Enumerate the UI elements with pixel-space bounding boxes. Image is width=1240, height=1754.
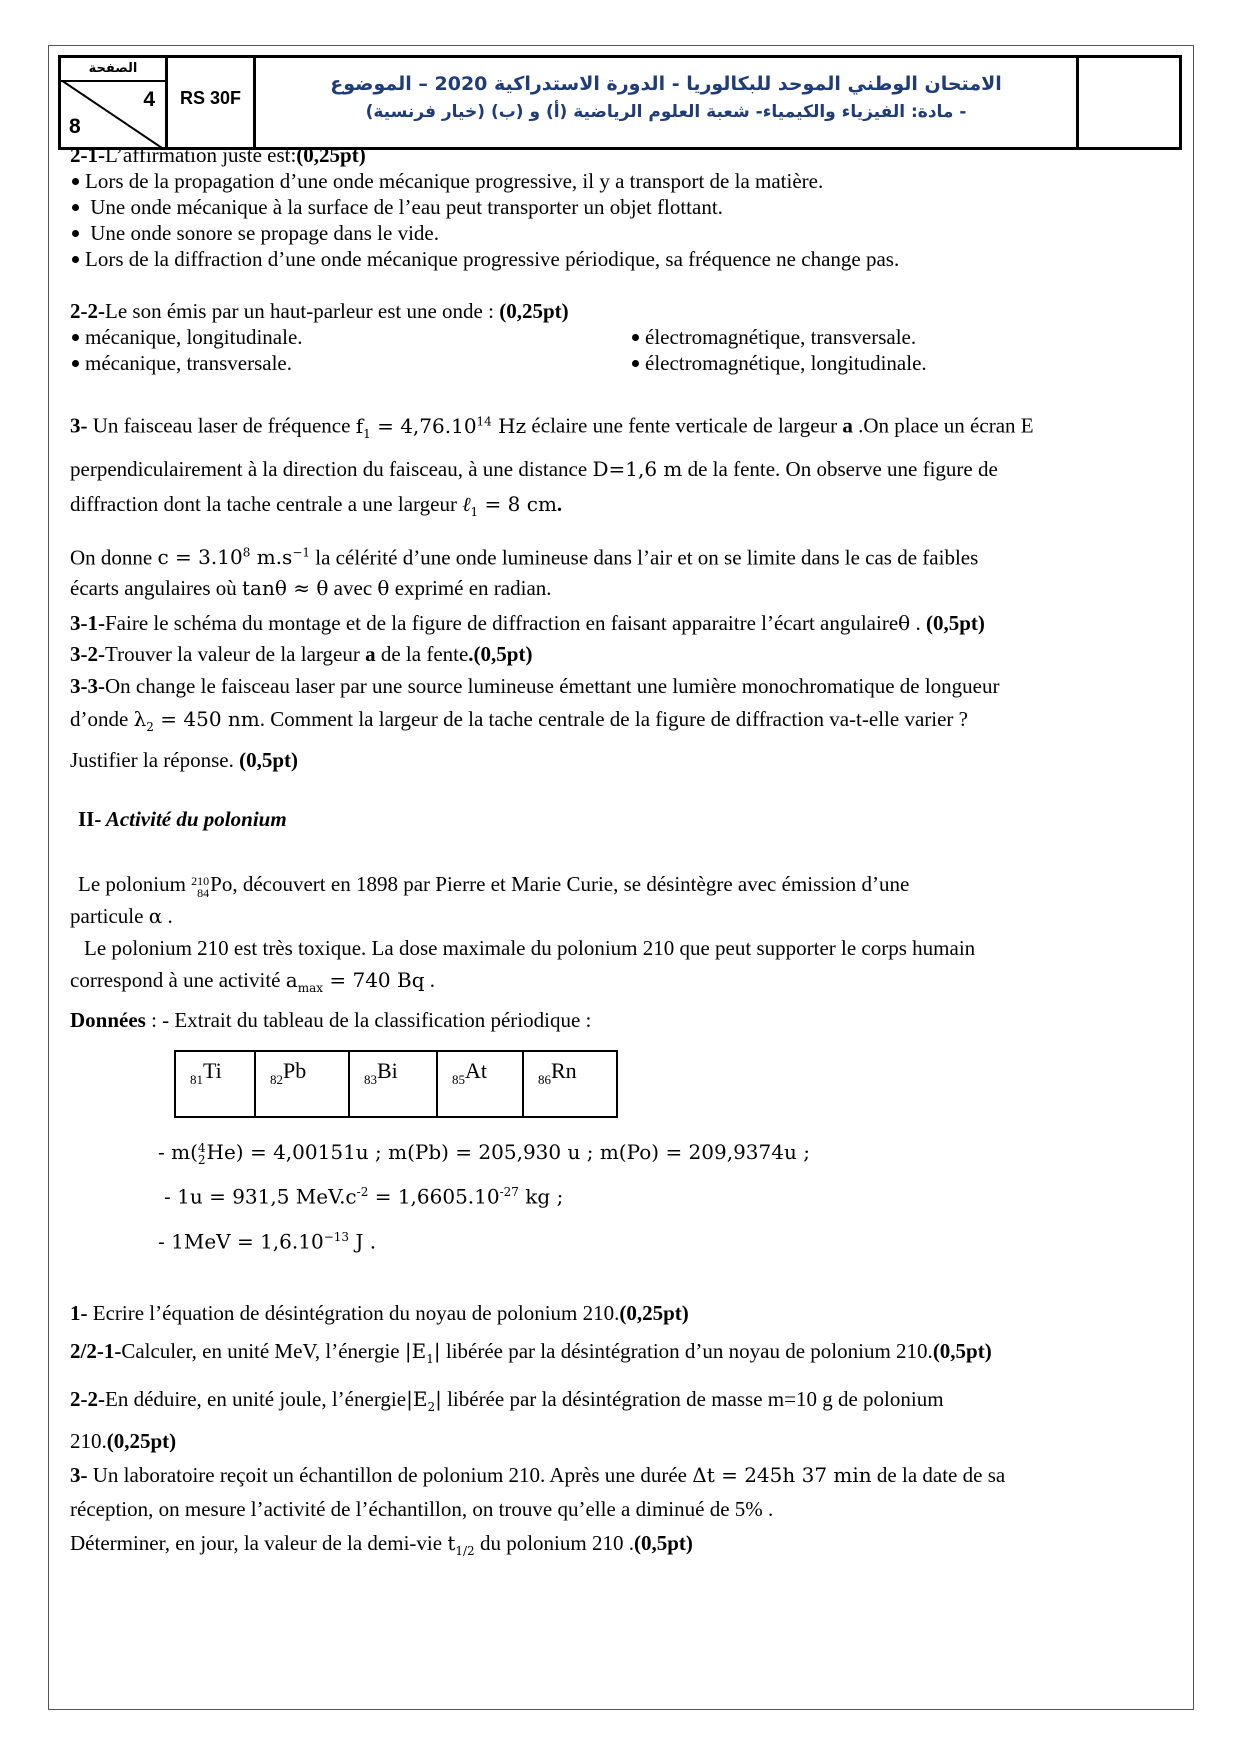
q3-label: 3- bbox=[70, 413, 88, 438]
part2-intro: Le polonium 210 84 Po, découvert en 1898 par Pierre et Marie Curie, se désintègre avec émission d’une particule α . Le polonium 210 est très toxique. La dose maximale du polonium 210 que peut supporter le corps humain correspond à une activité $a_{max} = 740$ Bq . Données : - Extrait du tableau de la classification périodique : bbox=[70, 872, 976, 1033]
frequency-formula bbox=[355, 413, 527, 441]
data-text: J . bbox=[349, 1229, 377, 1254]
bullet-icon bbox=[72, 230, 79, 237]
math-exp: 8 bbox=[242, 545, 251, 560]
atomic-number: 84 bbox=[197, 885, 210, 900]
page-number-box bbox=[61, 58, 168, 147]
math-sub: 1 bbox=[470, 504, 479, 519]
math-symbol: λ bbox=[133, 707, 147, 732]
element-symbol: At bbox=[465, 1058, 487, 1084]
intro-text: , découvert en 1898 par Pierre et Marie Curie, se désintègre avec émission d’une bbox=[232, 872, 910, 897]
atomic-number: 83 bbox=[364, 1072, 377, 1088]
q-text: libérée par la désintégration de masse m=10 g de polonium bbox=[441, 1386, 944, 1411]
math-exp: −1 bbox=[292, 545, 311, 560]
data-text: : - Extrait du tableau de la classification périodique : bbox=[145, 1008, 592, 1033]
bullet-icon bbox=[72, 204, 79, 211]
math-symbol: f bbox=[355, 413, 364, 438]
element-cell bbox=[437, 1051, 523, 1117]
math-value: = 740 Bq bbox=[323, 968, 425, 993]
q22-option-1: mécanique, longitudinale. bbox=[85, 325, 303, 349]
part2-label: II- bbox=[78, 807, 102, 832]
q33-points: (0,5pt) bbox=[239, 748, 299, 773]
math-symbol: a bbox=[365, 642, 376, 667]
math-sub: max bbox=[297, 981, 323, 996]
intro-text: Le polonium 210 est très toxique. La dose maximale du polonium 210 que peut supporter le corps humain bbox=[84, 936, 976, 961]
q33-text: . Comment la largeur de la tache centrale de la figure de diffraction va-t-elle varier ? bbox=[259, 707, 968, 732]
math-sub: 2 bbox=[427, 1399, 436, 1414]
q32-text: de la fente bbox=[375, 642, 469, 667]
data-text: He) = 4,00151u ; m(Pb) = 205,930 u ; m(Po) = 209,9374u ; bbox=[206, 1140, 810, 1165]
q-text: Calculer, en unité MeV, l’énergie bbox=[121, 1338, 405, 1363]
q-points: (0,5pt) bbox=[633, 1530, 693, 1555]
data-text: = 1,6605.10 bbox=[368, 1184, 500, 1209]
atomic-number: 81 bbox=[190, 1072, 203, 1088]
q32-label: 3-2- bbox=[70, 642, 105, 667]
intro-text: correspond à une activité bbox=[70, 968, 286, 993]
q22-option-4: électromagnétique, longitudinale. bbox=[645, 351, 927, 375]
math-symbol: |E bbox=[404, 1338, 427, 1363]
part2-questions bbox=[70, 1296, 1180, 1568]
math-sub: 1 bbox=[426, 1351, 434, 1366]
q21-option-text: Lors de la propagation d’une onde mécanique progressive, il y a transport de la matière. bbox=[85, 169, 824, 193]
math-symbol: ℓ bbox=[462, 491, 471, 516]
q-text: réception, on mesure l’activité de l’échantillon, on trouve qu’elle a diminué de 5% . bbox=[70, 1496, 774, 1521]
math-symbol: a bbox=[842, 413, 853, 438]
q21-option-4 bbox=[70, 246, 1180, 272]
q3-text: Un faisceau laser de fréquence bbox=[87, 413, 356, 438]
q22-label: 2-2- bbox=[70, 299, 105, 323]
math-value: = 450 nm bbox=[153, 707, 260, 732]
e2-formula bbox=[406, 1386, 442, 1414]
q32-points: .(0,5pt) bbox=[468, 642, 533, 667]
math-value: c = 3.10 bbox=[157, 545, 243, 570]
element-cell bbox=[255, 1051, 349, 1117]
activity-formula bbox=[285, 968, 425, 996]
q3-subquestions bbox=[70, 608, 1180, 777]
math-symbol: t bbox=[447, 1530, 456, 1555]
p2-q1 bbox=[70, 1296, 1180, 1330]
q21-option-2 bbox=[70, 194, 1180, 220]
q-points: (0,25pt) bbox=[619, 1300, 689, 1325]
math-symbol: a bbox=[285, 968, 298, 993]
p2-q21 bbox=[70, 1334, 1180, 1376]
q3-text: diffraction dont la tache centrale a une largeur bbox=[70, 491, 463, 516]
q3-statement: 3- Un faisceau laser de fréquence $f_1 = 4,76.10^{14}$ Hz éclaire une fente verticale de largeur a .On place un écran E perpendiculairement à la direction du faisceau, à une distance D=1,6 m de la fente. On observe une figure de diffraction dont la tache centrale a une largeur ℓ$_1$ = 8 cm. bbox=[70, 413, 1034, 519]
q22-text: Le son émis par un haut-parleur est une onde : bbox=[105, 299, 500, 323]
atomic-number: 82 bbox=[270, 1072, 283, 1088]
element-cell bbox=[175, 1051, 255, 1117]
q-text: du polonium 210 . bbox=[474, 1530, 634, 1555]
q21-option-text: Lors de la diffraction d’une onde mécanique progressive périodique, sa fréquence ne change pas. bbox=[85, 247, 900, 271]
q3-text: éclaire une fente verticale de largeur bbox=[526, 413, 843, 438]
title-line-2: - مادة: الفيزياء والكيمياء- شعبة العلوم الرياضية (أ) و (ب) (خيار فرنسية) bbox=[365, 102, 967, 122]
title-line-1: الامتحان الوطني الموحد للبكالوريا - الدورة الاستدراكية 2020 – الموضوع bbox=[330, 73, 1002, 95]
q3-text: de la fente. On observe une figure de bbox=[682, 456, 998, 481]
q22-points: (0,25pt) bbox=[499, 299, 569, 323]
math-symbol: α bbox=[148, 904, 163, 929]
q22-options-row-2 bbox=[70, 350, 1180, 376]
q-points: (0,25pt) bbox=[106, 1428, 177, 1453]
q-text: de la date de sa bbox=[871, 1462, 1006, 1487]
q-text: Un laboratoire reçoit un échantillon de polonium 210. Après une durée bbox=[87, 1462, 693, 1487]
q3-text: On donne bbox=[70, 545, 158, 570]
q-label: 2-2- bbox=[70, 1386, 105, 1411]
periodic-table-extract bbox=[174, 1050, 618, 1118]
q-text: Ecrire l’équation de désintégration du noyau de polonium 210. bbox=[87, 1300, 620, 1325]
q22-options-row-1 bbox=[70, 324, 1180, 350]
q32-text: Trouver la valeur de la largeur bbox=[105, 642, 366, 667]
masses-line bbox=[158, 1132, 1180, 1172]
approx-formula: tanθ ≈ θ bbox=[242, 576, 329, 601]
q33-label: 3-3- bbox=[70, 674, 105, 699]
nuclide-he bbox=[198, 1142, 206, 1166]
atomic-number: 2 bbox=[197, 1152, 206, 1167]
math-symbol: θ bbox=[377, 576, 390, 601]
q-text: 210. bbox=[70, 1428, 107, 1453]
math-symbol: θ bbox=[898, 611, 911, 636]
q3-text: .On place un écran E bbox=[852, 413, 1034, 438]
q-text: libérée par la désintégration d’un noyau de polonium 210. bbox=[440, 1338, 933, 1363]
part2-title-text: Activité du polonium bbox=[101, 807, 287, 832]
math-unit: m.s bbox=[250, 545, 293, 570]
q22-statement bbox=[70, 298, 1180, 324]
distance-formula: D=1,6 m bbox=[592, 456, 683, 481]
math-sub: 1/2 bbox=[455, 1543, 475, 1558]
bullet-icon bbox=[632, 334, 639, 341]
q21-option-1 bbox=[70, 168, 1180, 194]
speed-formula bbox=[158, 545, 311, 569]
p2-q3 bbox=[70, 1458, 1180, 1568]
bullet-icon bbox=[632, 360, 639, 367]
nuclide-po bbox=[191, 875, 209, 899]
q3-text: perpendiculairement à la direction du faisceau, à une distance bbox=[70, 456, 593, 481]
q21-option-text: Une onde mécanique à la surface de l’eau peut transporter un objet flottant. bbox=[90, 195, 723, 219]
q33-text: d’onde bbox=[70, 707, 134, 732]
math-exp: −13 bbox=[323, 1229, 350, 1244]
atomic-number: 85 bbox=[452, 1072, 465, 1088]
q33 bbox=[70, 670, 1180, 777]
element-cell bbox=[523, 1051, 617, 1117]
q21-option-3 bbox=[70, 220, 1180, 246]
math-sub: 2 bbox=[146, 720, 154, 735]
q3-data bbox=[70, 538, 1180, 605]
math-exp: -2 bbox=[356, 1185, 369, 1200]
q-text: Déterminer, en jour, la valeur de la demi-vie bbox=[70, 1530, 448, 1555]
math-symbol: | bbox=[433, 1338, 441, 1363]
q3-text: avec bbox=[328, 576, 378, 601]
data-text: - 1MeV = 1,6.10 bbox=[158, 1229, 324, 1254]
math-unit: Hz bbox=[491, 413, 527, 438]
page-number: 4 bbox=[143, 88, 155, 111]
bullet-icon bbox=[72, 334, 79, 341]
q31-label: 3-1- bbox=[70, 611, 105, 636]
page-total: 8 bbox=[69, 115, 81, 138]
bullet-icon bbox=[72, 178, 79, 185]
element-symbol: Bi bbox=[377, 1058, 398, 1084]
math-sub: 1 bbox=[363, 426, 371, 441]
math-exp: -27 bbox=[499, 1185, 519, 1200]
mass-number: 4 bbox=[197, 1140, 206, 1155]
header-empty-cell bbox=[1079, 58, 1179, 147]
data-list bbox=[70, 1132, 1180, 1261]
q-label: 3- bbox=[70, 1462, 88, 1487]
element-cell bbox=[349, 1051, 437, 1117]
q-points: (0,5pt) bbox=[932, 1338, 992, 1363]
half-life-formula bbox=[447, 1530, 475, 1558]
width-formula bbox=[462, 491, 557, 519]
lambda-formula bbox=[133, 707, 260, 735]
mev-line bbox=[158, 1217, 1180, 1262]
q33-text: Justifier la réponse. bbox=[70, 748, 240, 773]
data-label: Données bbox=[70, 1008, 146, 1033]
part2-title bbox=[78, 807, 1180, 832]
q31-text: Faire le schéma du montage et de la figure de diffraction en faisant apparaitre l’écart angulaire bbox=[105, 611, 899, 636]
math-value: = 4,76.10 bbox=[370, 413, 477, 438]
math-exp: 14 bbox=[476, 414, 492, 428]
atomic-number: 86 bbox=[538, 1072, 551, 1088]
q21-label: 2-1- bbox=[70, 143, 105, 167]
q21-text: L’affirmation juste est: bbox=[105, 143, 297, 167]
q21-option-text: Une onde sonore se propage dans le vide. bbox=[90, 221, 439, 245]
intro-text: particule bbox=[70, 904, 149, 929]
p2-q22 bbox=[70, 1382, 1180, 1458]
math-symbol: | bbox=[435, 1386, 442, 1411]
bullet-icon bbox=[72, 360, 79, 367]
q3-text: écarts angulaires où bbox=[70, 576, 243, 601]
intro-text: Le polonium bbox=[78, 872, 192, 897]
math-symbol: |E bbox=[406, 1386, 428, 1411]
q33-text: On change le faisceau laser par une source lumineuse émettant une lumière monochromatique de longueur bbox=[105, 674, 1000, 699]
exam-code: RS 30F bbox=[168, 58, 256, 147]
exam-content bbox=[70, 143, 1180, 1568]
element-symbol: Pb bbox=[283, 1058, 307, 1084]
q21-statement bbox=[70, 142, 1180, 168]
duration-formula: Δt = 245h 37 min bbox=[692, 1462, 872, 1487]
q-label: 1- bbox=[70, 1300, 88, 1325]
page-label: الصفحة bbox=[61, 60, 165, 82]
amu-line bbox=[164, 1172, 1180, 1217]
q22-option-3: mécanique, transversale. bbox=[85, 351, 292, 375]
q32 bbox=[70, 639, 1180, 670]
data-text: kg ; bbox=[518, 1184, 564, 1209]
q22-option-2: électromagnétique, transversale. bbox=[645, 325, 917, 349]
q3-text: exprimé en radian. bbox=[389, 576, 552, 601]
q21-points: (0,25pt) bbox=[296, 143, 366, 167]
q-label: 2/2-1- bbox=[70, 1338, 122, 1363]
element-symbol: Ti bbox=[203, 1058, 222, 1084]
e1-formula bbox=[404, 1338, 441, 1366]
data-text: - m( bbox=[158, 1140, 198, 1165]
element-symbol: Rn bbox=[551, 1058, 577, 1084]
mass-number: 210 bbox=[191, 873, 210, 888]
q3-text: la célérité d’une onde lumineuse dans l’air et on se limite dans le cas de faibles bbox=[310, 545, 979, 570]
q31-points: (0,5pt) bbox=[925, 611, 985, 636]
q-text: En déduire, en unité joule, l’énergie bbox=[105, 1386, 407, 1411]
q31: 3-1-Faire le schéma du montage et de la figure de diffraction en faisant apparaitre l’écart angulaireθ . (0,5pt) bbox=[70, 611, 985, 636]
data-text: - 1u = 931,5 MeV.c bbox=[164, 1184, 357, 1209]
bullet-icon bbox=[72, 256, 79, 263]
element-symbol: Po bbox=[210, 872, 233, 897]
exam-header bbox=[58, 55, 1182, 150]
math-value: = 8 cm bbox=[478, 491, 557, 516]
exam-title bbox=[256, 58, 1079, 147]
